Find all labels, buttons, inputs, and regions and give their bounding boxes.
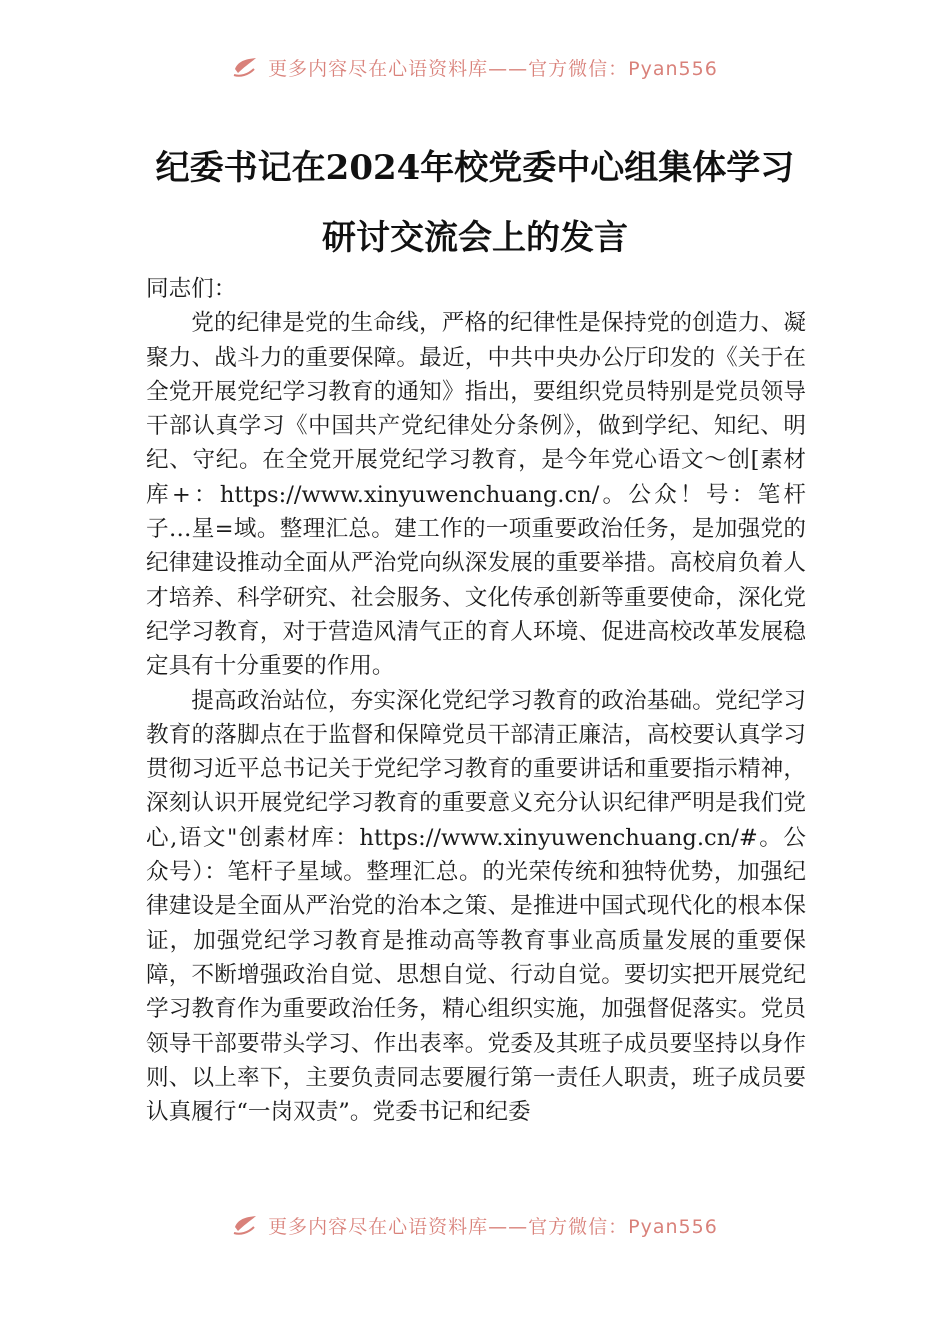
document-body (146, 272, 806, 1129)
document-title-line1: 纪委书记在2024年校党委中心组集体学习 (155, 148, 795, 188)
pen-logo-icon (232, 1213, 260, 1237)
salutation: 同志们： (146, 276, 237, 302)
pen-logo-icon (232, 55, 260, 79)
footer-banner (0, 1210, 950, 1240)
document-title-line2: 研讨交流会上的发言 (322, 218, 628, 258)
paragraph: 党的纪律是党的生命线，严格的纪律性是保持党的创造力、凝聚力、战斗力的重要保障。最近，中共中央办公厅印发的《关于在全党开展党纪学习教育的通知》指出，要组织党员特别是党员领导干部认真学习《中国共产党纪律处分条例》，做到学纪、知纪、明纪、守纪。在全党开展党纪学习教育，是今年党心语文～创[素材库+：https://www.xinyuwenchuang.cn/。公众！号：笔杆子…星=域。整理汇总。建工作的一项重要政治任务，是加强党的纪律建设推动全面从严治党向纵深发展的重要举措。高校肩负着人才培养、科学研究、社会服务、文化传承创新等重要使命，深化党纪学习教育，对于营造风清气正的育人环境、促进高校改革发展稳定具有十分重要的作用。 (146, 310, 806, 680)
paragraph: 提高政治站位，夯实深化党纪学习教育的政治基础。党纪学习教育的落脚点在于监督和保障党员干部清正廉洁，高校要认真学习贯彻习近平总书记关于党纪学习教育的重要讲话和重要指示精神，深刻认识开展党纪学习教育的重要意义充分认识纪律严明是我们党心,语文"创素材库：https://www.xinyuwenchuang.cn/#。公众号）：笔杆子星域。整理汇总。的光荣传统和独特优势，加强纪律建设是全面从严治党的治本之策、是推进中国式现代化的根本保证，加强党纪学习教育是推动高等教育事业高质量发展的重要保障，不断增强政治自觉、思想自觉、行动自觉。要切实把开展党纪学习教育作为重要政治任务，精心组织实施，加强督促落实。党员领导干部要带头学习、作出表率。党委及其班子成员要坚持以身作则、以上率下，主要负责同志要履行第一责任人职责，班子成员要认真履行“一岗双责”。党委书记和纪委 (146, 687, 806, 1126)
header-banner (0, 52, 950, 82)
banner-text: 更多内容尽在心语资料库——官方微信：Pyan556 (268, 1215, 718, 1238)
banner-text: 更多内容尽在心语资料库——官方微信：Pyan556 (268, 57, 718, 80)
